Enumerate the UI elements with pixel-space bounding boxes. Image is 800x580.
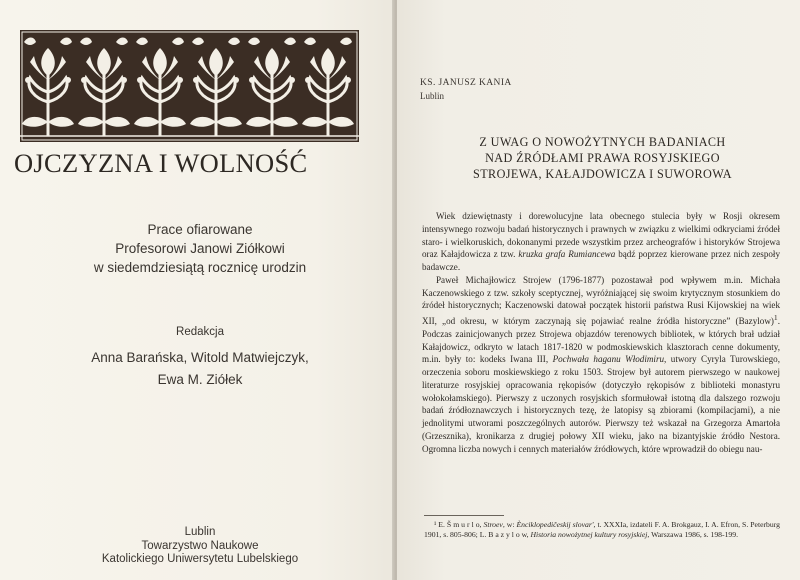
text-run: Wiek dziewiętnasty i dorewolucyjne lata obecnego stulecia były w Rosji okresem intensywnego rozwoju badań historycznych i prawnych w związku z wielkimi odkryciami źródeł staro- i wielkoruskich, dokonanymi przede wszystkim przez archeografów i historyków Strojewa oraz Kałajdowicza z tzw. <box>422 211 780 260</box>
book-title: OJCZYZNA I WOLNOŚĆ <box>14 148 308 178</box>
left-page <box>0 0 395 580</box>
text-run: ¹ E. Š m u r l o, <box>434 520 484 529</box>
article-title <box>430 134 775 182</box>
italic-run: Stroev <box>483 520 503 529</box>
publisher-line: Lublin <box>184 526 216 538</box>
editors-label: Redakcja <box>176 326 224 338</box>
paragraph-2 <box>422 274 780 456</box>
subtitle-line: Prace ofiarowane <box>147 222 253 237</box>
article-title-line: NAD ŹRÓDŁAMI PRAWA ROSYJSKIEGO <box>485 151 720 165</box>
footnote-ref: 1 <box>773 313 778 322</box>
editors-list <box>40 347 360 391</box>
editors-line: Anna Barańska, Witold Matwiejczyk, <box>91 350 309 365</box>
text-run: , w: <box>502 520 517 529</box>
article-title-line: STROJEWA, KAŁAJDOWICZA I SUWOROWA <box>473 167 732 181</box>
text-run: , t. XXXIa, izdateli F. A. Brokgauz, I. A. Efron, S. Peterburg 1901, s. 805-806; L. B a z y l o w, <box>424 520 781 540</box>
publisher-line: Towarzystwo Naukowe <box>141 539 259 552</box>
italic-run: kruzka grafa Rumiancewa <box>518 249 616 260</box>
subtitle-line: w siedemdziesiątą rocznicę urodzin <box>93 260 307 275</box>
subtitle-line: Profesorowi Janowi Ziółkowi <box>115 241 285 256</box>
footnote-divider <box>424 515 504 516</box>
publisher-block <box>40 526 360 567</box>
author-affiliation: Lublin <box>420 91 444 101</box>
publisher-line: Katolickiego Uniwersytetu Lubelskiego <box>101 553 299 565</box>
italic-run: Historia nowożytnej kultury rosyjskiej <box>530 530 648 540</box>
italic-run: Ènciklopedičeskij slovar' <box>516 520 594 529</box>
floral-ornament-icon <box>20 30 359 142</box>
article-body <box>422 210 780 455</box>
article-title-line: Z UWAG O NOWOŻYTNYCH BADANIACH <box>479 135 726 149</box>
paragraph-1 <box>422 210 780 274</box>
text-run: . Podczas zainicjowanych przez Strojewa objazdów terenowych bibliotek, w których brał udział Kałajdowicz, odkryto w latach 1817-1820 w podmoskiewskich klasztorach cenne dokumenty, m.in. były to: kodeks Iwana III, <box>422 316 780 365</box>
text-run: bądź poprzez kierowane przez nich zespoły badawcze. <box>422 249 780 272</box>
book-subtitle <box>40 220 360 277</box>
text-run: Paweł Michajłowicz Strojew (1796-1877) pozostawał pod wpływem m.in. Michała Kaczenowskiego z tzw. szkoły sceptycznej, wyróżniającej się swoim krytycznym stosunkiem do źródeł historycznych; Kaczenowski datował początek historii państwa Rusi Kijowskiej na wiek XII, „od okresu, w którym zaczynają się pojawiać realne źródła historyczne” (Bazylow) <box>422 274 780 327</box>
footnote <box>424 520 780 540</box>
text-run: , Warszawa 1986, s. 198-199. <box>647 530 739 540</box>
text-run: , utwory Cyryla Turowskiego, orzeczenia soboru moskiewskiego z roku 1503. Strojew był autorem pierwszego w naukowej literaturze rosyjskiej opracowania rękopisów (dotyczyło rękopisów z biblioteki monastyru wołokołamskiego). Pierwszy z uczonych rosyjskich sformułował istotną dla dalszego rozwoju badań źródłoznawczych i historycznych tezę, że latopisy są zbiorami (kompilacjami), a nie jednolitymi utworami poszczególnych autorów. Pierwszy też wskazał na Grzegorza Amartoła (Grzesznika), kronikarza z drugiej połowy XII wieku, jako na bizantyjskie źródło Nestora. Ogromna liczba nowych i cennych materiałów źródłowych, które wprowadził do obiegu nau- <box>422 354 780 454</box>
italic-run: Pochwała haganu Włodimiru <box>552 354 665 365</box>
editors-line: Ewa M. Ziółek <box>157 372 243 387</box>
article-author: KS. JANUSZ KANIA <box>420 78 512 88</box>
